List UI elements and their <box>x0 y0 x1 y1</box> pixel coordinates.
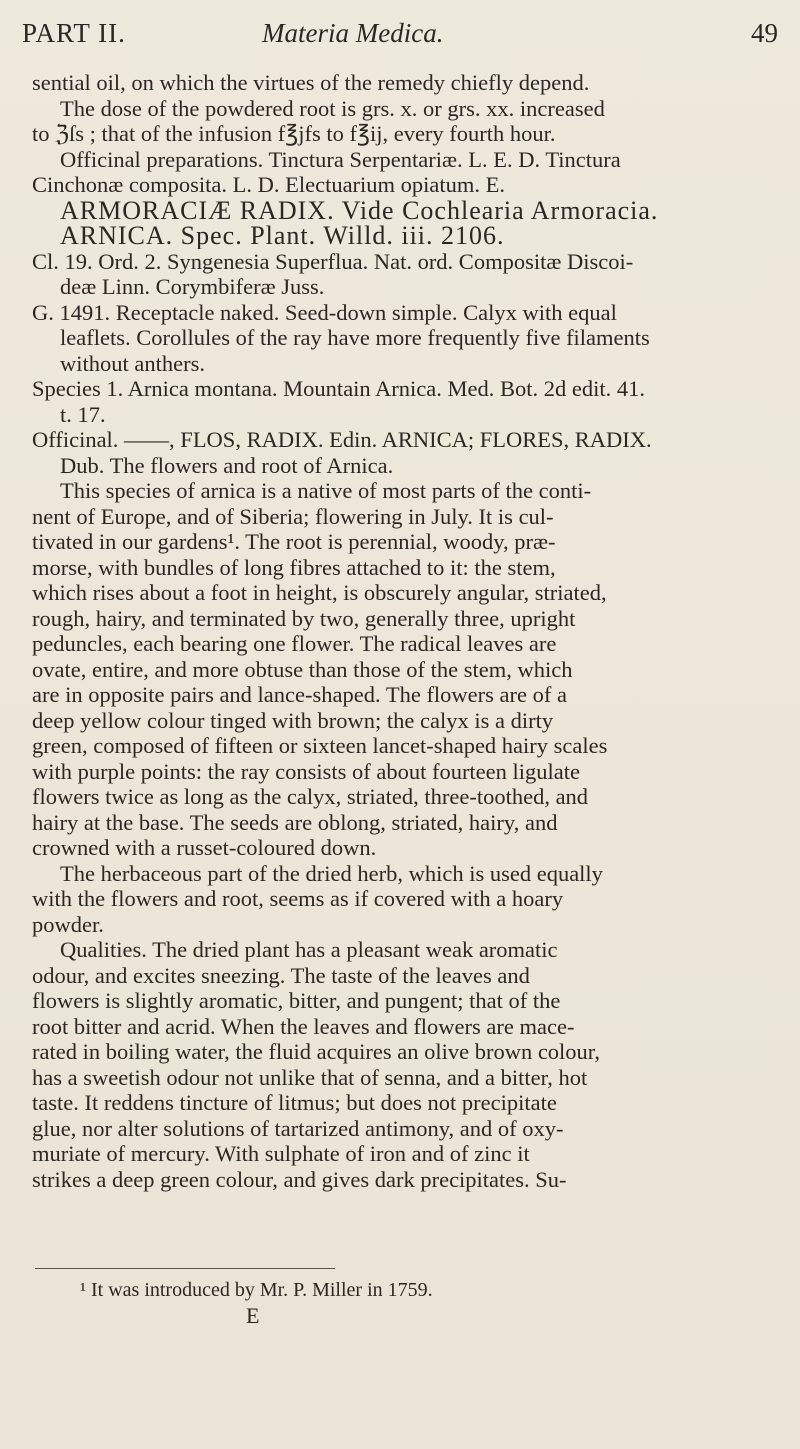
text-line: strikes a deep green colour, and gives dark precipitates. Su- <box>32 1166 567 1192</box>
text-line: deæ Linn. Corymbiferæ Juss. <box>60 274 325 299</box>
text-line: with the flowers and root, seems as if covered with a hoary <box>32 886 564 911</box>
text-line: Officinal. ——, FLOS, RADIX. Edin. ARNICA; FLORES, RADIX. <box>32 427 652 452</box>
text-line: are in opposite pairs and lance-shaped. The flowers are of a <box>32 682 567 707</box>
text-line: root bitter and acrid. When the leaves and flowers are mace- <box>32 1013 575 1039</box>
text-line: morse, with bundles of long fibres attached to it: the stem, <box>32 554 556 580</box>
text-line: tivated in our gardens¹. The root is perennial, woody, præ- <box>32 529 556 554</box>
text-line: Qualities. The dried plant has a pleasant weak aromatic <box>60 937 558 962</box>
text-line: to ℨſs ; that of the infusion f℥jfs to f℥ij, every fourth hour. <box>32 121 556 146</box>
text-line: The herbaceous part of the dried herb, which is used equally <box>60 860 603 886</box>
running-title: Materia Medica. <box>262 18 444 48</box>
footnote: ¹ It was introduced by Mr. P. Miller in 1759. <box>80 1279 433 1301</box>
text-line: sential oil, on which the virtues of the remedy chiefly depend. <box>32 70 590 95</box>
text-line: flowers is slightly aromatic, bitter, and pungent; that of the <box>32 988 561 1013</box>
text-line: taste. It reddens tincture of litmus; but does not precipitate <box>32 1090 557 1115</box>
text-line: Species 1. Arnica montana. Mountain Arnica. Med. Bot. 2d edit. 41. <box>32 376 646 401</box>
text-line: rough, hairy, and terminated by two, generally three, upright <box>32 605 576 631</box>
text-line: Cl. 19. Ord. 2. Syngenesia Superflua. Nat. ord. Compositæ Discoi- <box>32 248 634 274</box>
text-line: peduncles, each bearing one flower. The radical leaves are <box>32 631 557 656</box>
text-line: flowers twice as long as the calyx, striated, three-toothed, and <box>32 784 589 809</box>
text-line: glue, nor alter solutions of tartarized antimony, and of oxy- <box>32 1115 564 1141</box>
page-number: 49 <box>751 18 778 48</box>
text-line: G. 1491. Receptacle naked. Seed-down simple. Calyx with equal <box>32 299 617 325</box>
text-line: odour, and excites sneezing. The taste of the leaves and <box>32 962 530 988</box>
text-line: Cinchonæ composita. L. D. Electuarium opiatum. E. <box>32 172 506 197</box>
text-line: nent of Europe, and of Siberia; flowering in July. It is cul- <box>32 503 554 529</box>
part-label: PART II. <box>22 18 126 48</box>
signature-mark: E <box>246 1303 260 1328</box>
text-line: The dose of the powdered root is grs. x. or grs. xx. increased <box>60 95 605 121</box>
text-line: green, composed of fifteen or sixteen lancet-shaped hairy scales <box>32 733 608 758</box>
running-header <box>22 18 778 54</box>
text-line: powder. <box>32 911 104 937</box>
text-line: ARMORACIÆ RADIX. Vide Cochlearia Armoracia. <box>60 197 659 223</box>
text-line: t. 17. <box>60 401 106 427</box>
text-line: ARNICA. Spec. Plant. Willd. iii. 2106. <box>60 223 505 249</box>
text-line: rated in boiling water, the fluid acquires an olive brown colour, <box>32 1039 601 1064</box>
text-line: muriate of mercury. With sulphate of iron and of zinc it <box>32 1141 530 1166</box>
text-line: crowned with a russet-coloured down. <box>32 835 377 860</box>
text-line: deep yellow colour tinged with brown; the calyx is a dirty <box>32 707 554 733</box>
text-line: Officinal preparations. Tinctura Serpentariæ. L. E. D. Tinctura <box>60 146 621 172</box>
text-line: ovate, entire, and more obtuse than those of the stem, which <box>32 656 573 682</box>
text-line: which rises about a foot in height, is obscurely angular, striated, <box>32 580 607 605</box>
text-line: Dub. The flowers and root of Arnica. <box>60 452 394 478</box>
text-line: hairy at the base. The seeds are oblong, striated, hairy, and <box>32 809 558 835</box>
text-line: This species of arnica is a native of most parts of the conti- <box>60 478 592 503</box>
text-line: with purple points: the ray consists of about fourteen ligulate <box>32 758 581 784</box>
main-text <box>32 70 780 1192</box>
text-line: without anthers. <box>60 350 205 376</box>
text-line: has a sweetish odour not unlike that of senna, and a bitter, hot <box>32 1064 588 1090</box>
text-line: leaflets. Corollules of the ray have more frequently five filaments <box>60 325 650 350</box>
footnote-rule <box>35 1268 335 1269</box>
